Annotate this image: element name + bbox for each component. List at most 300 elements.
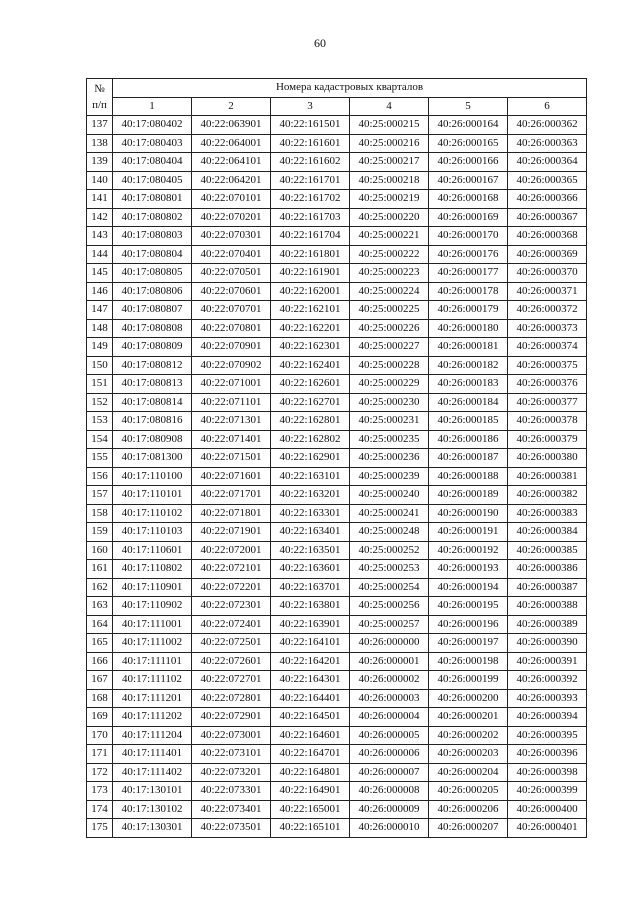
row-number-cell: 162 bbox=[87, 578, 113, 597]
cadastral-number-cell: 40:17:111202 bbox=[113, 708, 192, 727]
cadastral-number-cell: 40:22:072501 bbox=[192, 634, 271, 653]
table-header bbox=[87, 79, 587, 116]
cadastral-number-cell: 40:26:000190 bbox=[429, 504, 508, 523]
row-number-cell: 170 bbox=[87, 726, 113, 745]
cadastral-number-cell: 40:22:072701 bbox=[192, 671, 271, 690]
cadastral-number-cell: 40:17:081300 bbox=[113, 449, 192, 468]
cadastral-number-cell: 40:26:000189 bbox=[429, 486, 508, 505]
cadastral-number-cell: 40:22:161703 bbox=[271, 208, 350, 227]
cadastral-number-cell: 40:17:110102 bbox=[113, 504, 192, 523]
cadastral-number-cell: 40:25:000236 bbox=[350, 449, 429, 468]
cadastral-number-cell: 40:26:000182 bbox=[429, 356, 508, 375]
table-body bbox=[87, 116, 587, 838]
cadastral-number-cell: 40:25:000235 bbox=[350, 430, 429, 449]
cadastral-number-cell: 40:26:000195 bbox=[429, 597, 508, 616]
cadastral-number-cell: 40:22:163201 bbox=[271, 486, 350, 505]
cadastral-number-cell: 40:17:080801 bbox=[113, 190, 192, 209]
table-row bbox=[87, 301, 587, 320]
cadastral-number-cell: 40:22:073201 bbox=[192, 763, 271, 782]
cadastral-number-cell: 40:17:080806 bbox=[113, 282, 192, 301]
cadastral-number-cell: 40:26:000164 bbox=[429, 116, 508, 135]
cadastral-number-cell: 40:25:000218 bbox=[350, 171, 429, 190]
cadastral-number-cell: 40:26:000205 bbox=[429, 782, 508, 801]
cadastral-number-cell: 40:26:000199 bbox=[429, 671, 508, 690]
cadastral-number-cell: 40:22:073001 bbox=[192, 726, 271, 745]
cadastral-number-cell: 40:25:000221 bbox=[350, 227, 429, 246]
cadastral-number-cell: 40:26:000185 bbox=[429, 412, 508, 431]
table-row bbox=[87, 282, 587, 301]
cadastral-number-cell: 40:26:000365 bbox=[508, 171, 587, 190]
cadastral-number-cell: 40:26:000368 bbox=[508, 227, 587, 246]
cadastral-number-cell: 40:26:000170 bbox=[429, 227, 508, 246]
cadastral-number-cell: 40:22:072201 bbox=[192, 578, 271, 597]
cadastral-number-cell: 40:25:000252 bbox=[350, 541, 429, 560]
row-number-cell: 158 bbox=[87, 504, 113, 523]
cadastral-number-cell: 40:25:000220 bbox=[350, 208, 429, 227]
cadastral-number-cell: 40:22:162802 bbox=[271, 430, 350, 449]
cadastral-number-cell: 40:25:000217 bbox=[350, 153, 429, 172]
cadastral-number-cell: 40:17:080805 bbox=[113, 264, 192, 283]
cadastral-number-cell: 40:22:063901 bbox=[192, 116, 271, 135]
row-number-cell: 145 bbox=[87, 264, 113, 283]
cadastral-number-cell: 40:26:000007 bbox=[350, 763, 429, 782]
table-row bbox=[87, 597, 587, 616]
cadastral-number-cell: 40:26:000010 bbox=[350, 819, 429, 838]
cadastral-number-cell: 40:25:000257 bbox=[350, 615, 429, 634]
cadastral-number-cell: 40:26:000370 bbox=[508, 264, 587, 283]
cadastral-number-cell: 40:22:070401 bbox=[192, 245, 271, 264]
cadastral-number-cell: 40:17:111101 bbox=[113, 652, 192, 671]
cadastral-number-cell: 40:25:000239 bbox=[350, 467, 429, 486]
table-row bbox=[87, 763, 587, 782]
cadastral-number-cell: 40:22:072601 bbox=[192, 652, 271, 671]
cadastral-number-cell: 40:25:000240 bbox=[350, 486, 429, 505]
cadastral-number-cell: 40:25:000227 bbox=[350, 338, 429, 357]
cadastral-number-cell: 40:22:071101 bbox=[192, 393, 271, 412]
cadastral-number-cell: 40:25:000216 bbox=[350, 134, 429, 153]
table-row bbox=[87, 338, 587, 357]
row-number-cell: 171 bbox=[87, 745, 113, 764]
cadastral-number-cell: 40:26:000202 bbox=[429, 726, 508, 745]
cadastral-number-cell: 40:26:000207 bbox=[429, 819, 508, 838]
cadastral-number-cell: 40:26:000002 bbox=[350, 671, 429, 690]
table-row bbox=[87, 708, 587, 727]
row-number-cell: 174 bbox=[87, 800, 113, 819]
cadastral-number-cell: 40:26:000394 bbox=[508, 708, 587, 727]
column-header-2: 2 bbox=[192, 97, 271, 116]
row-number-cell: 175 bbox=[87, 819, 113, 838]
cadastral-number-cell: 40:26:000391 bbox=[508, 652, 587, 671]
cadastral-number-cell: 40:25:000253 bbox=[350, 560, 429, 579]
cadastral-number-cell: 40:22:070201 bbox=[192, 208, 271, 227]
cadastral-number-cell: 40:17:130102 bbox=[113, 800, 192, 819]
cadastral-number-cell: 40:22:163801 bbox=[271, 597, 350, 616]
row-number-cell: 138 bbox=[87, 134, 113, 153]
table-row bbox=[87, 578, 587, 597]
cadastral-number-cell: 40:17:080814 bbox=[113, 393, 192, 412]
cadastral-number-cell: 40:22:161601 bbox=[271, 134, 350, 153]
row-number-cell: 140 bbox=[87, 171, 113, 190]
cadastral-number-cell: 40:17:130101 bbox=[113, 782, 192, 801]
cadastral-number-cell: 40:26:000367 bbox=[508, 208, 587, 227]
cadastral-number-cell: 40:17:111402 bbox=[113, 763, 192, 782]
row-number-cell: 168 bbox=[87, 689, 113, 708]
table-row bbox=[87, 560, 587, 579]
cadastral-number-cell: 40:17:110601 bbox=[113, 541, 192, 560]
cadastral-number-cell: 40:17:111201 bbox=[113, 689, 192, 708]
cadastral-number-cell: 40:22:162901 bbox=[271, 449, 350, 468]
table-row bbox=[87, 782, 587, 801]
cadastral-number-cell: 40:22:161702 bbox=[271, 190, 350, 209]
cadastral-number-cell: 40:22:071001 bbox=[192, 375, 271, 394]
cadastral-number-cell: 40:22:070501 bbox=[192, 264, 271, 283]
table-row bbox=[87, 615, 587, 634]
table-row bbox=[87, 393, 587, 412]
row-number-cell: 142 bbox=[87, 208, 113, 227]
cadastral-number-cell: 40:26:000201 bbox=[429, 708, 508, 727]
group-title-header: Номера кадастровых кварталов bbox=[113, 79, 587, 98]
cadastral-number-cell: 40:17:110100 bbox=[113, 467, 192, 486]
row-number-cell: 146 bbox=[87, 282, 113, 301]
cadastral-number-cell: 40:22:162801 bbox=[271, 412, 350, 431]
cadastral-number-cell: 40:22:071701 bbox=[192, 486, 271, 505]
row-number-cell: 157 bbox=[87, 486, 113, 505]
cadastral-number-cell: 40:26:000364 bbox=[508, 153, 587, 172]
table-row bbox=[87, 264, 587, 283]
cadastral-number-cell: 40:26:000192 bbox=[429, 541, 508, 560]
row-number-cell: 167 bbox=[87, 671, 113, 690]
cadastral-number-cell: 40:26:000375 bbox=[508, 356, 587, 375]
cadastral-number-cell: 40:22:163901 bbox=[271, 615, 350, 634]
column-header-6: 6 bbox=[508, 97, 587, 116]
cadastral-number-cell: 40:22:164701 bbox=[271, 745, 350, 764]
table-row bbox=[87, 153, 587, 172]
cadastral-number-cell: 40:25:000222 bbox=[350, 245, 429, 264]
row-number-cell: 173 bbox=[87, 782, 113, 801]
cadastral-number-cell: 40:26:000388 bbox=[508, 597, 587, 616]
cadastral-number-cell: 40:25:000225 bbox=[350, 301, 429, 320]
row-number-cell: 159 bbox=[87, 523, 113, 542]
row-number-cell: 161 bbox=[87, 560, 113, 579]
cadastral-number-cell: 40:26:000169 bbox=[429, 208, 508, 227]
table-row bbox=[87, 449, 587, 468]
cadastral-number-cell: 40:26:000385 bbox=[508, 541, 587, 560]
row-number-cell: 143 bbox=[87, 227, 113, 246]
cadastral-number-cell: 40:25:000231 bbox=[350, 412, 429, 431]
cadastral-number-cell: 40:22:164401 bbox=[271, 689, 350, 708]
cadastral-number-cell: 40:22:164201 bbox=[271, 652, 350, 671]
cadastral-number-cell: 40:17:110902 bbox=[113, 597, 192, 616]
header-row-group bbox=[87, 79, 587, 98]
cadastral-number-cell: 40:22:070902 bbox=[192, 356, 271, 375]
cadastral-number-cell: 40:17:080812 bbox=[113, 356, 192, 375]
row-number-header-line1: № bbox=[94, 83, 105, 95]
cadastral-number-cell: 40:22:070301 bbox=[192, 227, 271, 246]
cadastral-number-cell: 40:26:000176 bbox=[429, 245, 508, 264]
cadastral-number-cell: 40:22:073501 bbox=[192, 819, 271, 838]
table-row bbox=[87, 375, 587, 394]
cadastral-number-cell: 40:26:000181 bbox=[429, 338, 508, 357]
cadastral-number-cell: 40:26:000396 bbox=[508, 745, 587, 764]
cadastral-number-cell: 40:17:111001 bbox=[113, 615, 192, 634]
cadastral-number-cell: 40:26:000194 bbox=[429, 578, 508, 597]
table-row bbox=[87, 819, 587, 838]
cadastral-number-cell: 40:26:000177 bbox=[429, 264, 508, 283]
cadastral-number-cell: 40:26:000196 bbox=[429, 615, 508, 634]
cadastral-number-cell: 40:25:000215 bbox=[350, 116, 429, 135]
cadastral-number-cell: 40:26:000363 bbox=[508, 134, 587, 153]
row-number-cell: 166 bbox=[87, 652, 113, 671]
cadastral-number-cell: 40:22:164301 bbox=[271, 671, 350, 690]
table-row bbox=[87, 523, 587, 542]
cadastral-number-cell: 40:22:064101 bbox=[192, 153, 271, 172]
cadastral-number-cell: 40:17:111401 bbox=[113, 745, 192, 764]
cadastral-number-cell: 40:17:080405 bbox=[113, 171, 192, 190]
cadastral-number-cell: 40:25:000223 bbox=[350, 264, 429, 283]
cadastral-number-cell: 40:26:000008 bbox=[350, 782, 429, 801]
row-number-cell: 172 bbox=[87, 763, 113, 782]
cadastral-number-cell: 40:17:080816 bbox=[113, 412, 192, 431]
cadastral-number-cell: 40:22:070601 bbox=[192, 282, 271, 301]
table-row bbox=[87, 800, 587, 819]
table-row bbox=[87, 245, 587, 264]
cadastral-number-cell: 40:22:164601 bbox=[271, 726, 350, 745]
cadastral-number-cell: 40:25:000241 bbox=[350, 504, 429, 523]
cadastral-number-cell: 40:22:072801 bbox=[192, 689, 271, 708]
cadastral-number-cell: 40:22:161602 bbox=[271, 153, 350, 172]
cadastral-number-cell: 40:25:000219 bbox=[350, 190, 429, 209]
table-row bbox=[87, 412, 587, 431]
cadastral-number-cell: 40:26:000188 bbox=[429, 467, 508, 486]
table-row bbox=[87, 190, 587, 209]
cadastral-number-cell: 40:26:000382 bbox=[508, 486, 587, 505]
cadastral-number-cell: 40:25:000248 bbox=[350, 523, 429, 542]
cadastral-number-cell: 40:22:164501 bbox=[271, 708, 350, 727]
cadastral-number-cell: 40:17:080804 bbox=[113, 245, 192, 264]
cadastral-number-cell: 40:22:073101 bbox=[192, 745, 271, 764]
table-row bbox=[87, 745, 587, 764]
cadastral-number-cell: 40:17:080803 bbox=[113, 227, 192, 246]
cadastral-number-cell: 40:26:000401 bbox=[508, 819, 587, 838]
row-number-cell: 169 bbox=[87, 708, 113, 727]
cadastral-number-cell: 40:22:064201 bbox=[192, 171, 271, 190]
row-number-cell: 165 bbox=[87, 634, 113, 653]
cadastral-number-cell: 40:22:163401 bbox=[271, 523, 350, 542]
cadastral-number-cell: 40:17:080403 bbox=[113, 134, 192, 153]
cadastral-number-cell: 40:22:072401 bbox=[192, 615, 271, 634]
cadastral-number-cell: 40:26:000392 bbox=[508, 671, 587, 690]
cadastral-number-cell: 40:22:071901 bbox=[192, 523, 271, 542]
cadastral-number-cell: 40:26:000377 bbox=[508, 393, 587, 412]
cadastral-number-cell: 40:26:000198 bbox=[429, 652, 508, 671]
row-number-cell: 144 bbox=[87, 245, 113, 264]
row-number-header bbox=[87, 79, 113, 116]
cadastral-number-cell: 40:17:080813 bbox=[113, 375, 192, 394]
row-number-cell: 152 bbox=[87, 393, 113, 412]
cadastral-number-cell: 40:26:000398 bbox=[508, 763, 587, 782]
cadastral-number-cell: 40:26:000006 bbox=[350, 745, 429, 764]
cadastral-number-cell: 40:26:000380 bbox=[508, 449, 587, 468]
cadastral-number-cell: 40:22:164801 bbox=[271, 763, 350, 782]
cadastral-number-cell: 40:26:000366 bbox=[508, 190, 587, 209]
cadastral-number-cell: 40:25:000229 bbox=[350, 375, 429, 394]
cadastral-number-cell: 40:25:000224 bbox=[350, 282, 429, 301]
cadastral-number-cell: 40:26:000178 bbox=[429, 282, 508, 301]
cadastral-number-cell: 40:22:073301 bbox=[192, 782, 271, 801]
row-number-header-line2: п/п bbox=[92, 99, 107, 111]
table-row bbox=[87, 356, 587, 375]
cadastral-number-cell: 40:22:071801 bbox=[192, 504, 271, 523]
cadastral-number-cell: 40:26:000371 bbox=[508, 282, 587, 301]
cadastral-number-cell: 40:26:000200 bbox=[429, 689, 508, 708]
cadastral-number-cell: 40:22:163101 bbox=[271, 467, 350, 486]
cadastral-number-cell: 40:22:164901 bbox=[271, 782, 350, 801]
cadastral-number-cell: 40:17:110901 bbox=[113, 578, 192, 597]
page-number: 60 bbox=[314, 36, 326, 50]
cadastral-number-cell: 40:26:000000 bbox=[350, 634, 429, 653]
column-header-5: 5 bbox=[429, 97, 508, 116]
cadastral-number-cell: 40:17:110103 bbox=[113, 523, 192, 542]
cadastral-number-cell: 40:22:073401 bbox=[192, 800, 271, 819]
cadastral-number-cell: 40:17:110802 bbox=[113, 560, 192, 579]
cadastral-number-cell: 40:26:000387 bbox=[508, 578, 587, 597]
cadastral-number-cell: 40:22:161701 bbox=[271, 171, 350, 190]
cadastral-number-cell: 40:26:000393 bbox=[508, 689, 587, 708]
cadastral-number-cell: 40:22:070101 bbox=[192, 190, 271, 209]
row-number-cell: 148 bbox=[87, 319, 113, 338]
cadastral-number-cell: 40:22:071301 bbox=[192, 412, 271, 431]
cadastral-number-cell: 40:25:000230 bbox=[350, 393, 429, 412]
cadastral-number-cell: 40:22:162301 bbox=[271, 338, 350, 357]
cadastral-number-cell: 40:26:000373 bbox=[508, 319, 587, 338]
table-row bbox=[87, 541, 587, 560]
cadastral-number-cell: 40:26:000374 bbox=[508, 338, 587, 357]
cadastral-number-cell: 40:26:000166 bbox=[429, 153, 508, 172]
header-row-columns bbox=[87, 97, 587, 116]
row-number-cell: 151 bbox=[87, 375, 113, 394]
cadastral-number-cell: 40:22:070701 bbox=[192, 301, 271, 320]
cadastral-number-cell: 40:26:000379 bbox=[508, 430, 587, 449]
cadastral-number-cell: 40:26:000206 bbox=[429, 800, 508, 819]
table-row bbox=[87, 671, 587, 690]
table-row bbox=[87, 116, 587, 135]
row-number-cell: 141 bbox=[87, 190, 113, 209]
cadastral-number-cell: 40:26:000179 bbox=[429, 301, 508, 320]
cadastral-number-cell: 40:26:000168 bbox=[429, 190, 508, 209]
row-number-cell: 164 bbox=[87, 615, 113, 634]
row-number-cell: 155 bbox=[87, 449, 113, 468]
cadastral-number-cell: 40:26:000395 bbox=[508, 726, 587, 745]
cadastral-number-cell: 40:22:071601 bbox=[192, 467, 271, 486]
cadastral-number-cell: 40:22:161801 bbox=[271, 245, 350, 264]
cadastral-number-cell: 40:22:163501 bbox=[271, 541, 350, 560]
cadastral-number-cell: 40:26:000381 bbox=[508, 467, 587, 486]
table-row bbox=[87, 171, 587, 190]
column-header-3: 3 bbox=[271, 97, 350, 116]
cadastral-number-cell: 40:26:000187 bbox=[429, 449, 508, 468]
cadastral-number-cell: 40:26:000378 bbox=[508, 412, 587, 431]
cadastral-number-cell: 40:25:000228 bbox=[350, 356, 429, 375]
row-number-cell: 156 bbox=[87, 467, 113, 486]
cadastral-number-cell: 40:26:000386 bbox=[508, 560, 587, 579]
cadastral-number-cell: 40:26:000376 bbox=[508, 375, 587, 394]
cadastral-number-cell: 40:17:110101 bbox=[113, 486, 192, 505]
cadastral-number-cell: 40:22:162101 bbox=[271, 301, 350, 320]
table-row bbox=[87, 652, 587, 671]
table-row bbox=[87, 467, 587, 486]
cadastral-number-cell: 40:26:000191 bbox=[429, 523, 508, 542]
row-number-cell: 137 bbox=[87, 116, 113, 135]
table-row bbox=[87, 430, 587, 449]
cadastral-number-cell: 40:22:064001 bbox=[192, 134, 271, 153]
table-row bbox=[87, 504, 587, 523]
cadastral-number-cell: 40:22:163701 bbox=[271, 578, 350, 597]
row-number-cell: 149 bbox=[87, 338, 113, 357]
cadastral-number-cell: 40:22:163601 bbox=[271, 560, 350, 579]
cadastral-number-cell: 40:22:162701 bbox=[271, 393, 350, 412]
cadastral-number-cell: 40:17:111102 bbox=[113, 671, 192, 690]
cadastral-number-cell: 40:22:163301 bbox=[271, 504, 350, 523]
cadastral-number-cell: 40:26:000165 bbox=[429, 134, 508, 153]
cadastral-number-cell: 40:26:000186 bbox=[429, 430, 508, 449]
cadastral-number-cell: 40:22:072901 bbox=[192, 708, 271, 727]
row-number-cell: 153 bbox=[87, 412, 113, 431]
cadastral-number-cell: 40:26:000167 bbox=[429, 171, 508, 190]
cadastral-number-cell: 40:26:000003 bbox=[350, 689, 429, 708]
cadastral-number-cell: 40:26:000183 bbox=[429, 375, 508, 394]
cadastral-number-cell: 40:26:000384 bbox=[508, 523, 587, 542]
table-row bbox=[87, 134, 587, 153]
cadastral-number-cell: 40:22:162201 bbox=[271, 319, 350, 338]
cadastral-number-cell: 40:26:000399 bbox=[508, 782, 587, 801]
row-number-cell: 154 bbox=[87, 430, 113, 449]
cadastral-number-cell: 40:17:080908 bbox=[113, 430, 192, 449]
cadastral-number-cell: 40:26:000193 bbox=[429, 560, 508, 579]
table-row bbox=[87, 634, 587, 653]
cadastral-number-cell: 40:17:080809 bbox=[113, 338, 192, 357]
cadastral-number-cell: 40:26:000400 bbox=[508, 800, 587, 819]
cadastral-number-cell: 40:22:071501 bbox=[192, 449, 271, 468]
column-header-1: 1 bbox=[113, 97, 192, 116]
table-row bbox=[87, 208, 587, 227]
cadastral-number-cell: 40:22:161501 bbox=[271, 116, 350, 135]
cadastral-number-cell: 40:17:080802 bbox=[113, 208, 192, 227]
row-number-cell: 147 bbox=[87, 301, 113, 320]
table-row bbox=[87, 319, 587, 338]
row-number-cell: 150 bbox=[87, 356, 113, 375]
cadastral-number-cell: 40:25:000256 bbox=[350, 597, 429, 616]
cadastral-number-cell: 40:22:161901 bbox=[271, 264, 350, 283]
cadastral-number-cell: 40:17:080807 bbox=[113, 301, 192, 320]
cadastral-number-cell: 40:26:000389 bbox=[508, 615, 587, 634]
table-row bbox=[87, 486, 587, 505]
cadastral-quarters-table bbox=[86, 78, 587, 838]
row-number-cell: 160 bbox=[87, 541, 113, 560]
cadastral-number-cell: 40:26:000372 bbox=[508, 301, 587, 320]
row-number-cell: 163 bbox=[87, 597, 113, 616]
cadastral-number-cell: 40:22:072101 bbox=[192, 560, 271, 579]
cadastral-number-cell: 40:26:000005 bbox=[350, 726, 429, 745]
table-row bbox=[87, 227, 587, 246]
cadastral-number-cell: 40:22:072301 bbox=[192, 597, 271, 616]
row-number-cell: 139 bbox=[87, 153, 113, 172]
cadastral-number-cell: 40:17:111204 bbox=[113, 726, 192, 745]
cadastral-number-cell: 40:26:000383 bbox=[508, 504, 587, 523]
cadastral-number-cell: 40:22:072001 bbox=[192, 541, 271, 560]
cadastral-number-cell: 40:26:000004 bbox=[350, 708, 429, 727]
cadastral-number-cell: 40:17:080402 bbox=[113, 116, 192, 135]
cadastral-number-cell: 40:26:000180 bbox=[429, 319, 508, 338]
